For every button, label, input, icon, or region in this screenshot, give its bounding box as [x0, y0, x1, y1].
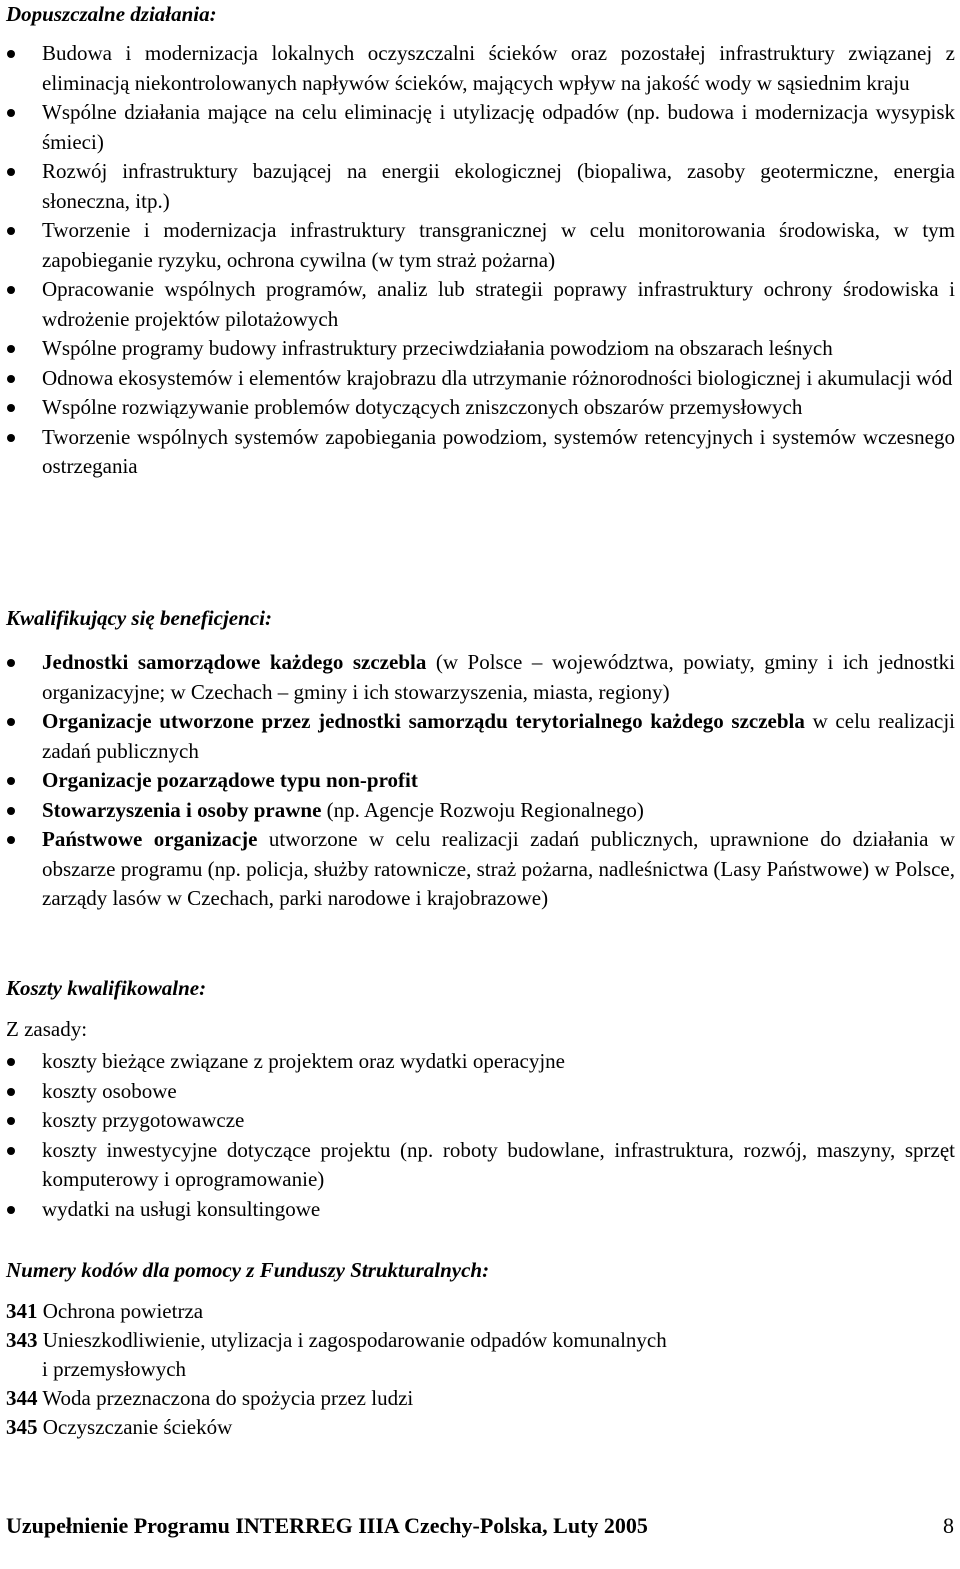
list-item: Opracowanie wspólnych programów, analiz lub strategii poprawy infrastruktury ochrony środowiska i wdrożenie projektów pilotażowych — [0, 275, 955, 334]
list-item: Wspólne działania mające na celu eliminację i utylizację odpadów (np. budowa i modernizacja wysypisk śmieci) — [0, 98, 955, 157]
list-item: wydatki na usługi konsultingowe — [0, 1195, 955, 1225]
bullet-icon — [7, 836, 15, 844]
bullet-icon — [7, 286, 15, 294]
list-item: Organizacje utworzone przez jednostki samorządu terytorialnego każdego szczebla w celu realizacji zadań publicznych — [0, 707, 955, 766]
bullet-icon — [7, 807, 15, 815]
bullet-icon — [7, 1206, 15, 1214]
list-item: Organizacje pozarządowe typu non-profit — [0, 766, 955, 796]
bullet-icon — [7, 1058, 15, 1066]
actions-list — [0, 39, 955, 482]
bullet-icon — [7, 50, 15, 58]
bullet-icon — [7, 227, 15, 235]
code-row: 341 Ochrona powietrza — [6, 1299, 204, 1323]
bullet-icon — [7, 1088, 15, 1096]
beneficiaries-heading: Kwalifikujący się beneficjenci: — [6, 606, 272, 630]
codes-list — [6, 1297, 667, 1442]
bullet-icon — [7, 375, 15, 383]
list-item: Stowarzyszenia i osoby prawne (np. Agencje Rozwoju Regionalnego) — [0, 796, 955, 826]
list-item: Rozwój infrastruktury bazującej na energii ekologicznej (biopaliwa, zasoby geotermiczne, energia słoneczna, itp.) — [0, 157, 955, 216]
bullet-icon — [7, 1147, 15, 1155]
actions-heading: Dopuszczalne działania: — [6, 2, 217, 26]
list-item: Tworzenie wspólnych systemów zapobiegania powodziom, systemów retencyjnych i systemów wczesnego ostrzegania — [0, 423, 955, 482]
list-item: Budowa i modernizacja lokalnych oczyszczalni ścieków oraz pozostałej infrastruktury związanej z eliminacją niekontrolowanych napływów ścieków, mających wpływ na jakość wody w sąsiednim kraju — [0, 39, 955, 98]
code-row: i przemysłowych — [42, 1357, 187, 1381]
bullet-icon — [7, 1117, 15, 1125]
bullet-icon — [7, 777, 15, 785]
bullet-icon — [7, 659, 15, 667]
list-item: koszty inwestycyjne dotyczące projektu (np. roboty budowlane, infrastruktura, rozwój, maszyny, sprzęt komputerowy i oprogramowanie) — [0, 1136, 955, 1195]
bullet-icon — [7, 168, 15, 176]
costs-intro: Z zasady: — [6, 1017, 88, 1041]
costs-list — [0, 1047, 955, 1224]
code-row: 343 Unieszkodliwienie, utylizacja i zagospodarowanie odpadów komunalnych — [6, 1328, 667, 1352]
list-item: Odnowa ekosystemów i elementów krajobrazu dla utrzymanie różnorodności biologicznej i akumulacji wód — [0, 364, 955, 394]
bullet-icon — [7, 718, 15, 726]
page-number: 8 — [943, 1513, 954, 1538]
code-row: 345 Oczyszczanie ścieków — [6, 1415, 233, 1439]
bullet-icon — [7, 345, 15, 353]
costs-heading: Koszty kwalifikowalne: — [6, 976, 207, 1000]
list-item: Wspólne programy budowy infrastruktury przeciwdziałania powodziom na obszarach leśnych — [0, 334, 955, 364]
list-item: Tworzenie i modernizacja infrastruktury transgranicznej w celu monitorowania środowiska, w tym zapobieganie ryzyku, ochrona cywilna (w tym straż pożarna) — [0, 216, 955, 275]
list-item: Państwowe organizacje utworzone w celu realizacji zadań publicznych, uprawnione do działania w obszarze programu (np. policja, służby ratownicze, straż pożarna, nadleśnictwa (Lasy Państwowe) w Polsce, zarządy lasów w Czechach, parki narodowe i krajobrazowe) — [0, 825, 955, 914]
list-item: Jednostki samorządowe każdego szczebla (w Polsce – województwa, powiaty, gminy i ich jednostki organizacyjne; w Czechach – gminy i ich stowarzyszenia, miasta, regiony) — [0, 648, 955, 707]
bullet-icon — [7, 109, 15, 117]
code-row: 344 Woda przeznaczona do spożycia przez ludzi — [6, 1386, 414, 1410]
list-item: koszty przygotowawcze — [0, 1106, 955, 1136]
list-item: koszty osobowe — [0, 1077, 955, 1107]
bullet-icon — [7, 434, 15, 442]
beneficiaries-list — [0, 648, 955, 914]
footer-title: Uzupełnienie Programu INTERREG IIIA Czechy-Polska, Luty 2005 — [6, 1513, 648, 1538]
page-footer — [6, 1513, 954, 1539]
list-item: Wspólne rozwiązywanie problemów dotyczących zniszczonych obszarów przemysłowych — [0, 393, 955, 423]
list-item: koszty bieżące związane z projektem oraz wydatki operacyjne — [0, 1047, 955, 1077]
bullet-icon — [7, 404, 15, 412]
codes-heading: Numery kodów dla pomocy z Funduszy Strukturalnych: — [6, 1258, 490, 1282]
